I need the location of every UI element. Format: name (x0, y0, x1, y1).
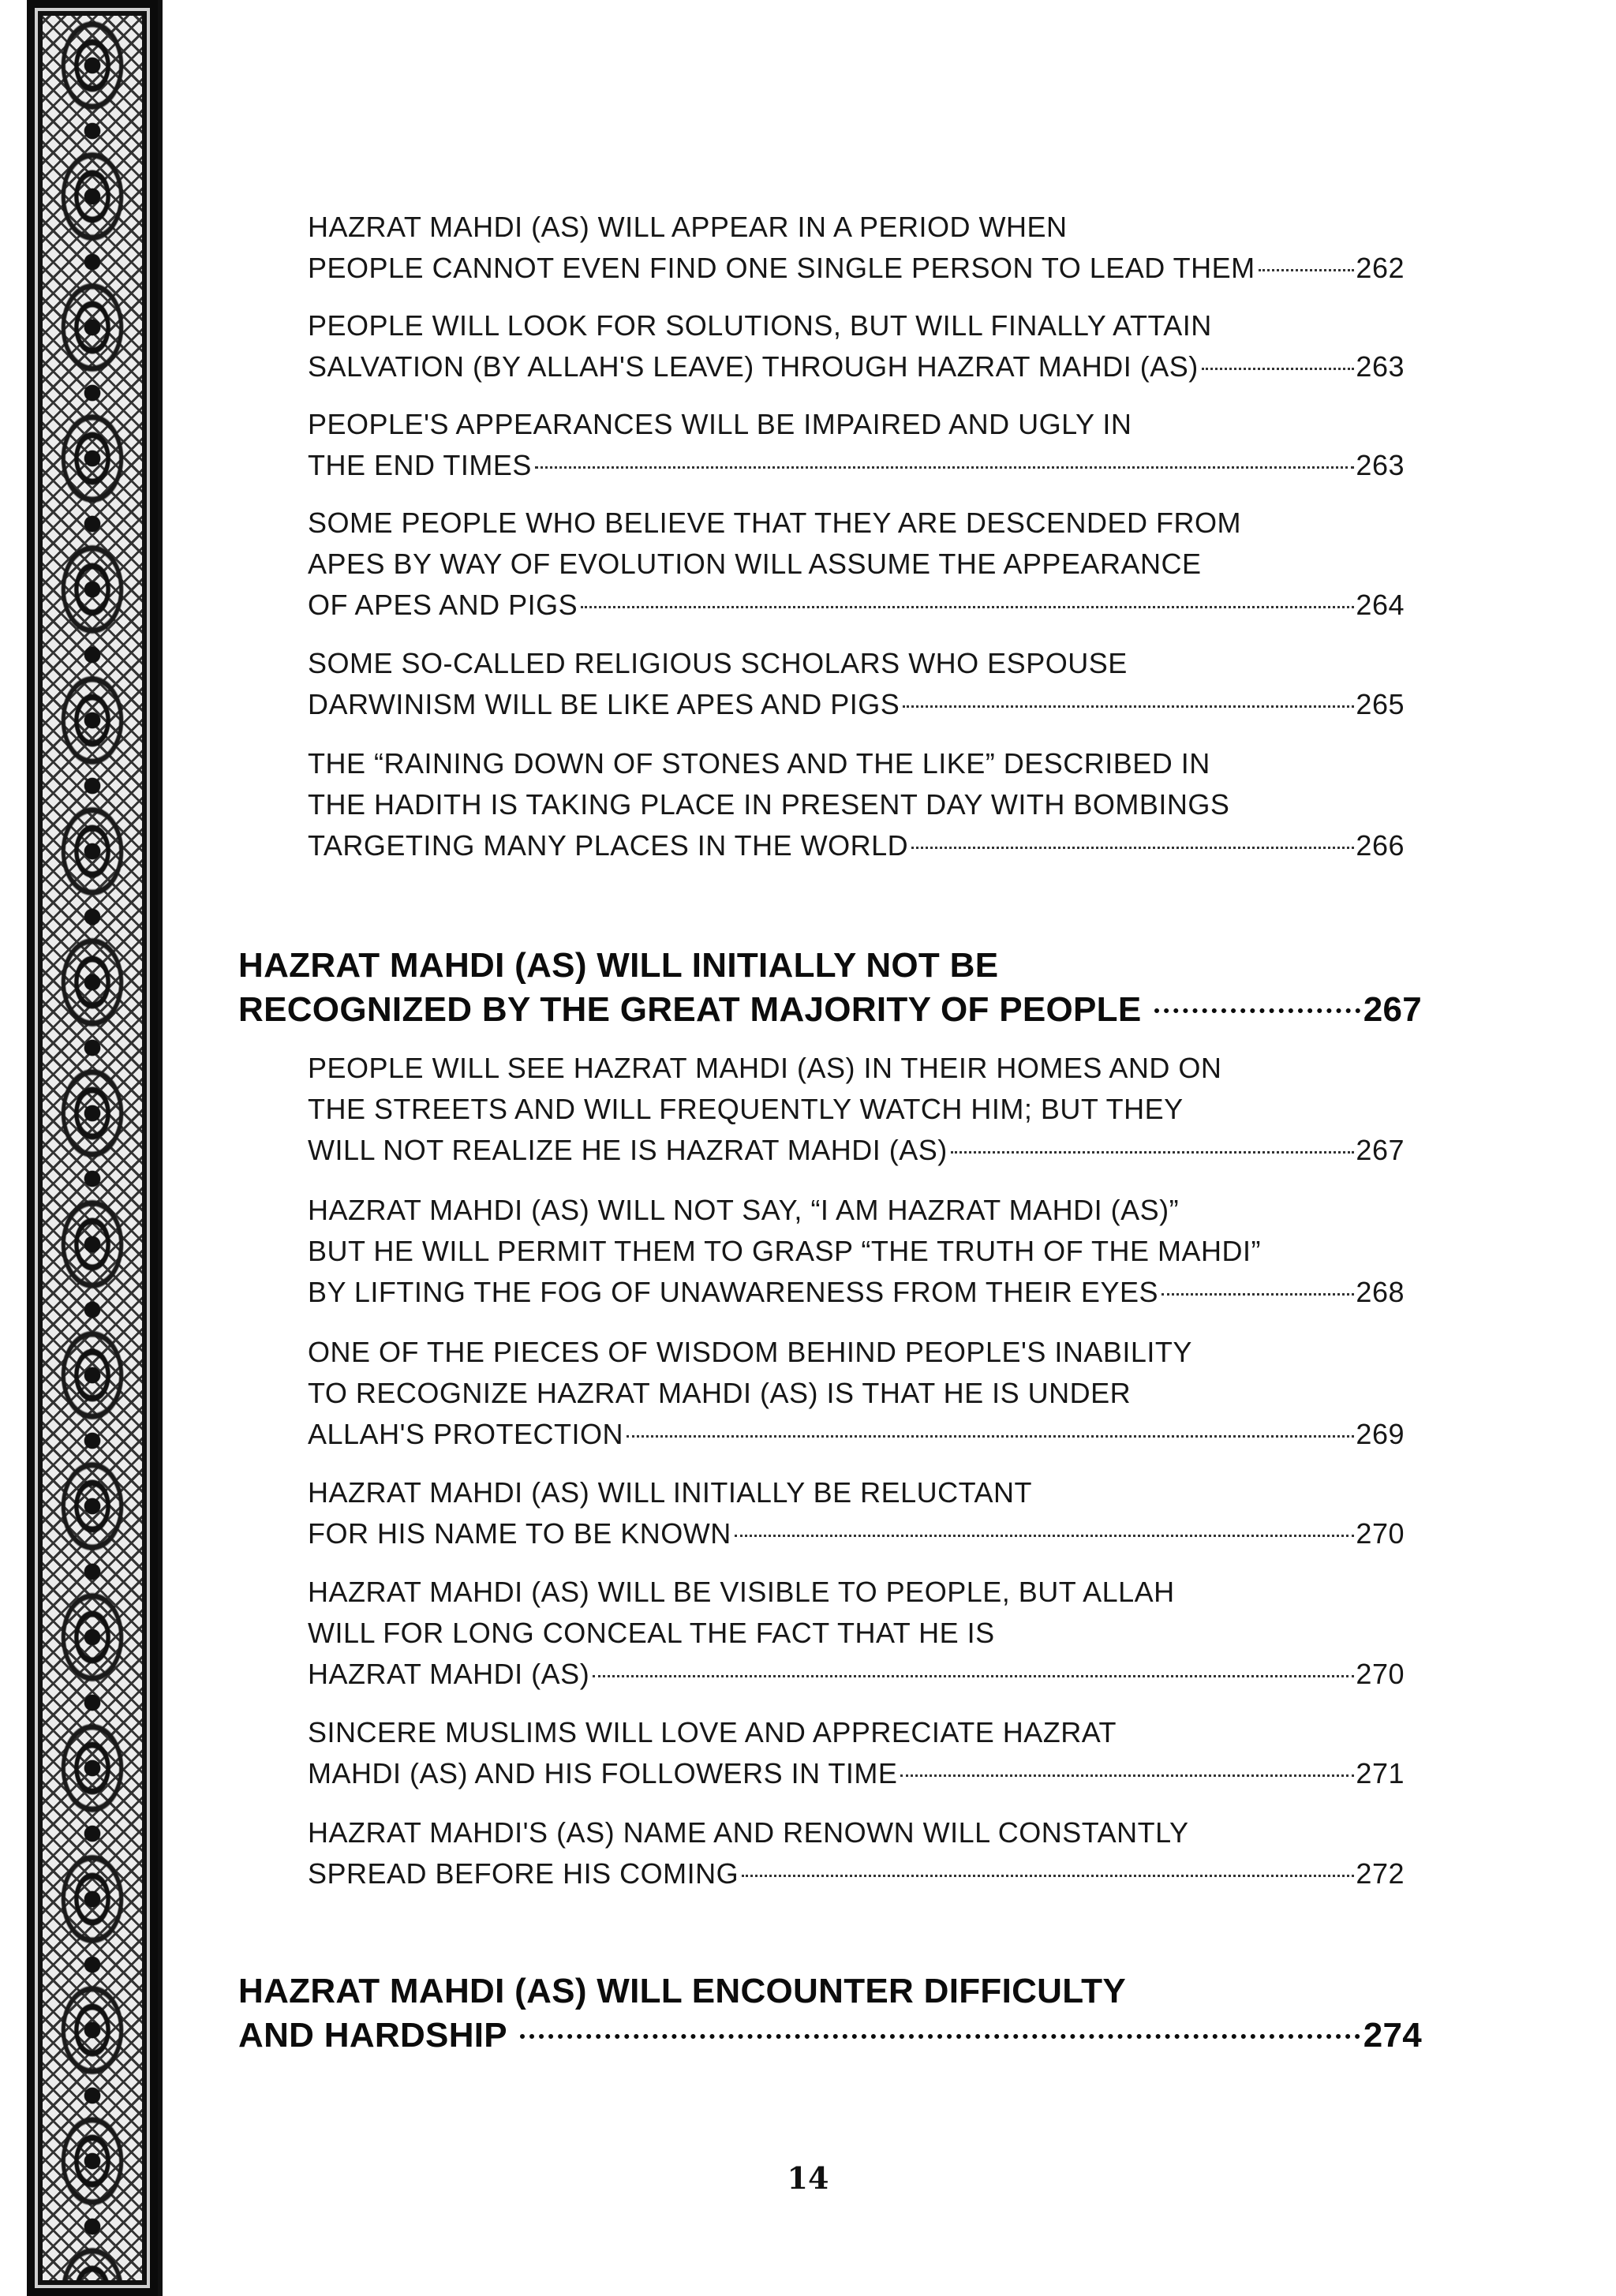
toc-page-number: 264 (1356, 589, 1405, 621)
section-heading-line: AND HARDSHIP (238, 2016, 507, 2055)
toc-entry[interactable] (308, 1332, 1405, 1455)
dot-leader (1259, 269, 1355, 271)
toc-entry-line: ONE OF THE PIECES OF WISDOM BEHIND PEOPLE'S INABILITY (308, 1336, 1192, 1368)
toc-entry-line: MAHDI (AS) AND HIS FOLLOWERS IN TIME (308, 1757, 898, 1789)
toc-entry[interactable] (308, 743, 1405, 866)
toc-entry-line: FOR HIS NAME TO BE KNOWN (308, 1517, 731, 1550)
dot-leader (535, 466, 1355, 469)
toc-entry-line: THE HADITH IS TAKING PLACE IN PRESENT DAY WITH BOMBINGS (308, 788, 1230, 821)
toc-entry[interactable] (308, 1572, 1405, 1695)
toc-entry[interactable] (308, 1472, 1405, 1554)
dot-leader (593, 1675, 1354, 1677)
toc-page-number: 272 (1356, 1857, 1405, 1890)
toc-page-number: 263 (1356, 350, 1405, 383)
toc-page-number: 263 (1356, 449, 1405, 481)
section-heading-line: RECOGNIZED BY THE GREAT MAJORITY OF PEOPLE (238, 990, 1142, 1029)
toc-entry-line: HAZRAT MAHDI'S (AS) NAME AND RENOWN WILL CONSTANTLY (308, 1816, 1189, 1849)
toc-entry-line: SOME PEOPLE WHO BELIEVE THAT THEY ARE DESCENDED FROM (308, 507, 1241, 539)
toc-entry-line: SOME SO-CALLED RELIGIOUS SCHOLARS WHO ESPOUSE (308, 647, 1128, 679)
toc-section-heading[interactable] (238, 944, 1422, 1032)
toc-entry-line: PEOPLE CANNOT EVEN FIND ONE SINGLE PERSON TO LEAD THEM (308, 252, 1255, 284)
toc-page-number: 268 (1356, 1276, 1405, 1308)
toc-entry-line: WILL NOT REALIZE HE IS HAZRAT MAHDI (AS) (308, 1134, 948, 1166)
toc-entry[interactable] (308, 305, 1405, 387)
dot-leader (520, 2034, 1360, 2039)
dot-leader (903, 705, 1354, 708)
toc-entry-line: HAZRAT MAHDI (AS) (308, 1658, 590, 1690)
toc-page-number: 270 (1356, 1658, 1405, 1690)
toc-entry[interactable] (308, 503, 1405, 626)
dot-leader (1202, 368, 1355, 370)
toc-entry-line: THE “RAINING DOWN OF STONES AND THE LIKE” DESCRIBED IN (308, 747, 1210, 780)
border-rule (158, 0, 163, 2296)
dot-leader (735, 1535, 1355, 1537)
page-number: 14 (787, 2160, 829, 2196)
toc-entry-line: PEOPLE WILL LOOK FOR SOLUTIONS, BUT WILL FINALLY ATTAIN (308, 309, 1212, 342)
toc-page-number: 269 (1356, 1418, 1405, 1450)
toc-entry-line: HAZRAT MAHDI (AS) WILL BE VISIBLE TO PEOPLE, BUT ALLAH (308, 1576, 1175, 1608)
toc-page-number: 271 (1356, 1757, 1405, 1789)
dot-leader (951, 1151, 1355, 1154)
toc-page-number: 265 (1356, 688, 1405, 720)
toc-entry-line: HAZRAT MAHDI (AS) WILL INITIALLY BE RELUCTANT (308, 1476, 1032, 1509)
section-page-number: 274 (1363, 2016, 1422, 2055)
toc-entry[interactable] (308, 1190, 1405, 1313)
toc-entry-line: TO RECOGNIZE HAZRAT MAHDI (AS) IS THAT HE IS UNDER (308, 1377, 1132, 1409)
dot-leader (581, 606, 1354, 608)
toc-entry-line: TARGETING MANY PLACES IN THE WORLD (308, 829, 909, 862)
toc-entry-line: BUT HE WILL PERMIT THEM TO GRASP “THE TRUTH OF THE MAHDI” (308, 1235, 1261, 1267)
toc-entry-line: HAZRAT MAHDI (AS) WILL APPEAR IN A PERIOD WHEN (308, 211, 1068, 243)
toc-entry[interactable] (308, 1812, 1405, 1894)
toc-entry-line: BY LIFTING THE FOG OF UNAWARENESS FROM THEIR EYES (308, 1276, 1158, 1308)
section-heading-line: HAZRAT MAHDI (AS) WILL INITIALLY NOT BE (238, 946, 999, 985)
toc-entry[interactable] (308, 404, 1405, 486)
toc-entry-line: THE STREETS AND WILL FREQUENTLY WATCH HIM; BUT THEY (308, 1093, 1184, 1125)
dot-leader (1154, 1008, 1360, 1013)
toc-page-number: 267 (1356, 1134, 1405, 1166)
toc-entry-line: PEOPLE'S APPEARANCES WILL BE IMPAIRED AND UGLY IN (308, 408, 1132, 440)
toc-entry[interactable] (308, 643, 1405, 725)
toc-entry-line: WILL FOR LONG CONCEAL THE FACT THAT HE IS (308, 1617, 995, 1649)
toc-entry-line: ALLAH'S PROTECTION (308, 1418, 623, 1450)
toc-entry-line: SINCERE MUSLIMS WILL LOVE AND APPRECIATE HAZRAT (308, 1716, 1117, 1748)
toc-entry-line: OF APES AND PIGS (308, 589, 578, 621)
toc-entry-line: APES BY WAY OF EVOLUTION WILL ASSUME THE APPEARANCE (308, 548, 1202, 580)
ornamental-border (27, 0, 158, 2296)
toc-section-heading[interactable] (238, 1969, 1422, 2058)
toc-entry[interactable] (308, 207, 1405, 289)
toc-page-number: 266 (1356, 829, 1405, 862)
toc-entry-line: HAZRAT MAHDI (AS) WILL NOT SAY, “I AM HAZRAT MAHDI (AS)” (308, 1194, 1180, 1226)
toc-entry-line: PEOPLE WILL SEE HAZRAT MAHDI (AS) IN THEIR HOMES AND ON (308, 1052, 1222, 1084)
toc-entry-line: DARWINISM WILL BE LIKE APES AND PIGS (308, 688, 900, 720)
dot-leader (900, 1774, 1354, 1777)
toc-page-number: 262 (1356, 252, 1405, 284)
dot-leader (627, 1435, 1354, 1438)
dot-leader (911, 847, 1354, 849)
toc-entry[interactable] (308, 1712, 1405, 1794)
dot-leader (1162, 1293, 1354, 1296)
section-page-number: 267 (1363, 990, 1422, 1029)
toc-entry-line: THE END TIMES (308, 449, 532, 481)
section-heading-line: HAZRAT MAHDI (AS) WILL ENCOUNTER DIFFICULTY (238, 1972, 1126, 2010)
toc-page-number: 270 (1356, 1517, 1405, 1550)
dot-leader (742, 1875, 1354, 1877)
toc-entry[interactable] (308, 1048, 1405, 1171)
toc-entry-line: SPREAD BEFORE HIS COMING (308, 1857, 739, 1890)
toc-entry-line: SALVATION (BY ALLAH'S LEAVE) THROUGH HAZRAT MAHDI (AS) (308, 350, 1199, 383)
